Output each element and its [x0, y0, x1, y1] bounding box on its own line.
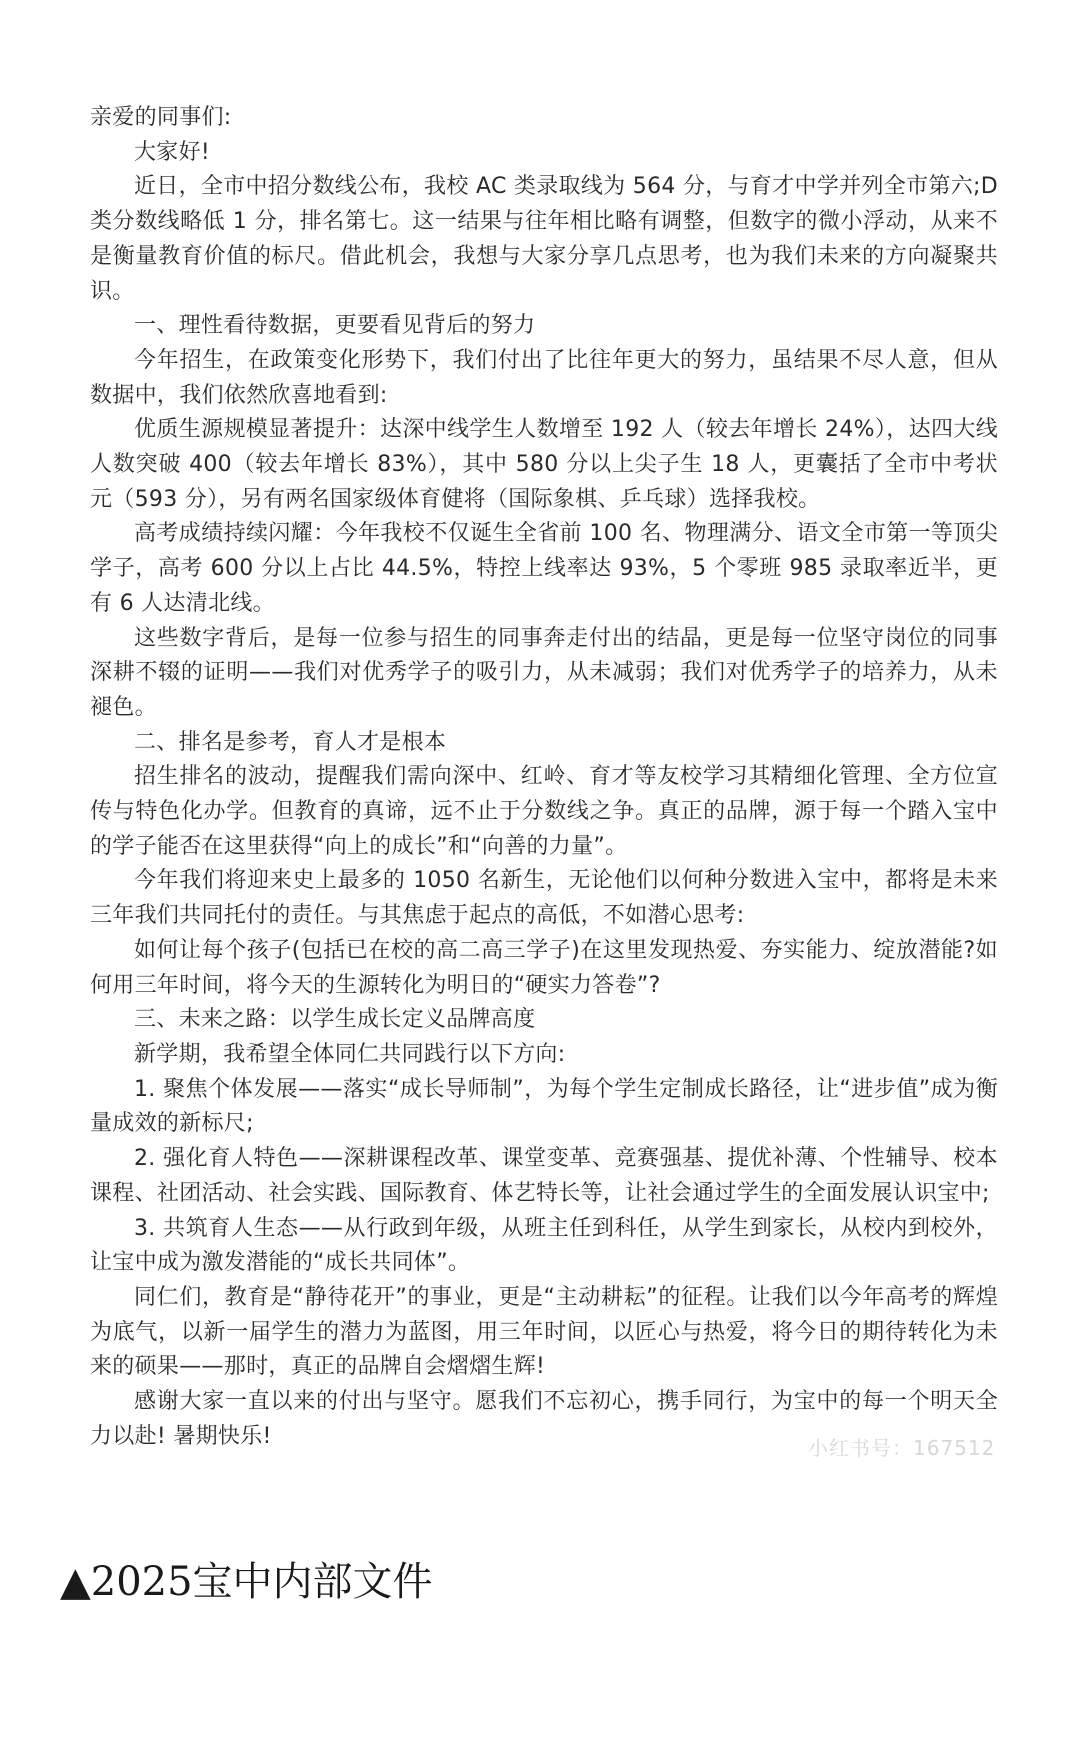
paragraph: 优质生源规模显著提升：达深中线学生人数增至 192 人（较去年增长 24%），达四大线人数突破 400（较去年增长 83%），其中 580 分以上尖子生 18 人，更囊括了全市中考状元（593 分），另有两名国家级体育健将（国际象棋、乒乓球）选择我校。 — [90, 417, 998, 512]
letter-body — [90, 101, 998, 1454]
paragraph-closing: 感谢大家一直以来的付出与坚守。愿我们不忘初心，携手同行，为宝中的每一个明天全力以赴! 暑期快乐! — [90, 1389, 998, 1449]
salutation: 亲爱的同事们: — [90, 105, 232, 130]
list-item: 3. 共筑育人生态——从行政到年级，从班主任到科任，从学生到家长，从校内到校外，让宝中成为激发潜能的“成长共同体”。 — [90, 1215, 998, 1276]
paragraph: 今年招生，在政策变化形势下，我们付出了比往年更大的努力，虽结果不尽人意，但从数据中，我们依然欣喜地看到: — [90, 347, 998, 408]
section-heading-1: 一、理性看待数据，更要看见背后的努力 — [134, 313, 536, 339]
watermark: 小红书号：167512 — [808, 1436, 996, 1460]
paragraph: 如何让每个孩子(包括已在校的高二高三学子)在这里发现热爱、夯实能力、绽放潜能?如何用三年时间，将今天的生源转化为明日的“硬实力答卷”? — [90, 937, 998, 998]
paragraph: 高考成绩持续闪耀：今年我校不仅诞生全省前 100 名、物理满分、语文全市第一等顶尖学子，高考 600 分以上占比 44.5%，特控上线率达 93%，5 个零班 985 录取率近半，更有 6 人达清北线。 — [90, 521, 998, 616]
paragraph: 这些数字背后，是每一位参与招生的同事奔走付出的结晶，更是每一位坚守岗位的同事深耕不辍的证明——我们对优秀学子的吸引力，从未减弱；我们对优秀学子的培养力，从未褪色。 — [90, 625, 998, 720]
paragraph: 新学期，我希望全体同仁共同践行以下方向: — [134, 1041, 566, 1067]
paragraph-intro: 近日，全市中招分数线公布，我校 AC 类录取线为 564 分，与育才中学并列全市第六;D 类分数线略低 1 分，排名第七。这一结果与往年相比略有调整，但数字的微小浮动，从来不是衡量教育价值的标尺。借此机会，我想与大家分享几点思考，也为我们未来的方向凝聚共识。 — [90, 174, 998, 304]
list-item: 2. 强化育人特色——深耕课程改革、课堂变革、竞赛强基、提优补薄、个性辅导、校本课程、社团活动、社会实践、国际教育、体艺特长等，让社会通过学生的全面发展认识宝中; — [90, 1146, 998, 1206]
paragraph: 招生排名的波动，提醒我们需向深中、红岭、育才等友校学习其精细化管理、全方位宣传与特色化办学。但教育的真谛，远不止于分数线之争。真正的品牌，源于每一个踏入宝中的学子能否在这里获得“向上的成长”和“向善的力量”。 — [90, 764, 998, 859]
section-heading-2: 二、排名是参考，育人才是根本 — [134, 729, 447, 755]
paragraph: 今年我们将迎来史上最多的 1050 名新生，无论他们以何种分数进入宝中，都将是未来三年我们共同托付的责任。与其焦虑于起点的高低，不如潜心思考: — [90, 868, 998, 929]
paragraph: 同仁们，教育是“静待花开”的事业，更是“主动耕耘”的征程。让我们以今年高考的辉煌为底气，以新一届学生的潜力为蓝图，用三年时间，以匠心与热爱，将今日的期待转化为未来的硕果——那时，真正的品牌自会熠熠生辉! — [90, 1284, 998, 1380]
list-item: 1. 聚焦个体发展——落实“成长导师制”，为每个学生定制成长路径，让“进步值”成为衡量成效的新标尺; — [90, 1076, 998, 1137]
caption: ▲2025宝中内部文件 — [60, 1559, 433, 1605]
paragraph-greeting: 大家好! — [134, 139, 211, 165]
section-heading-3: 三、未来之路：以学生成长定义品牌高度 — [134, 1007, 536, 1033]
